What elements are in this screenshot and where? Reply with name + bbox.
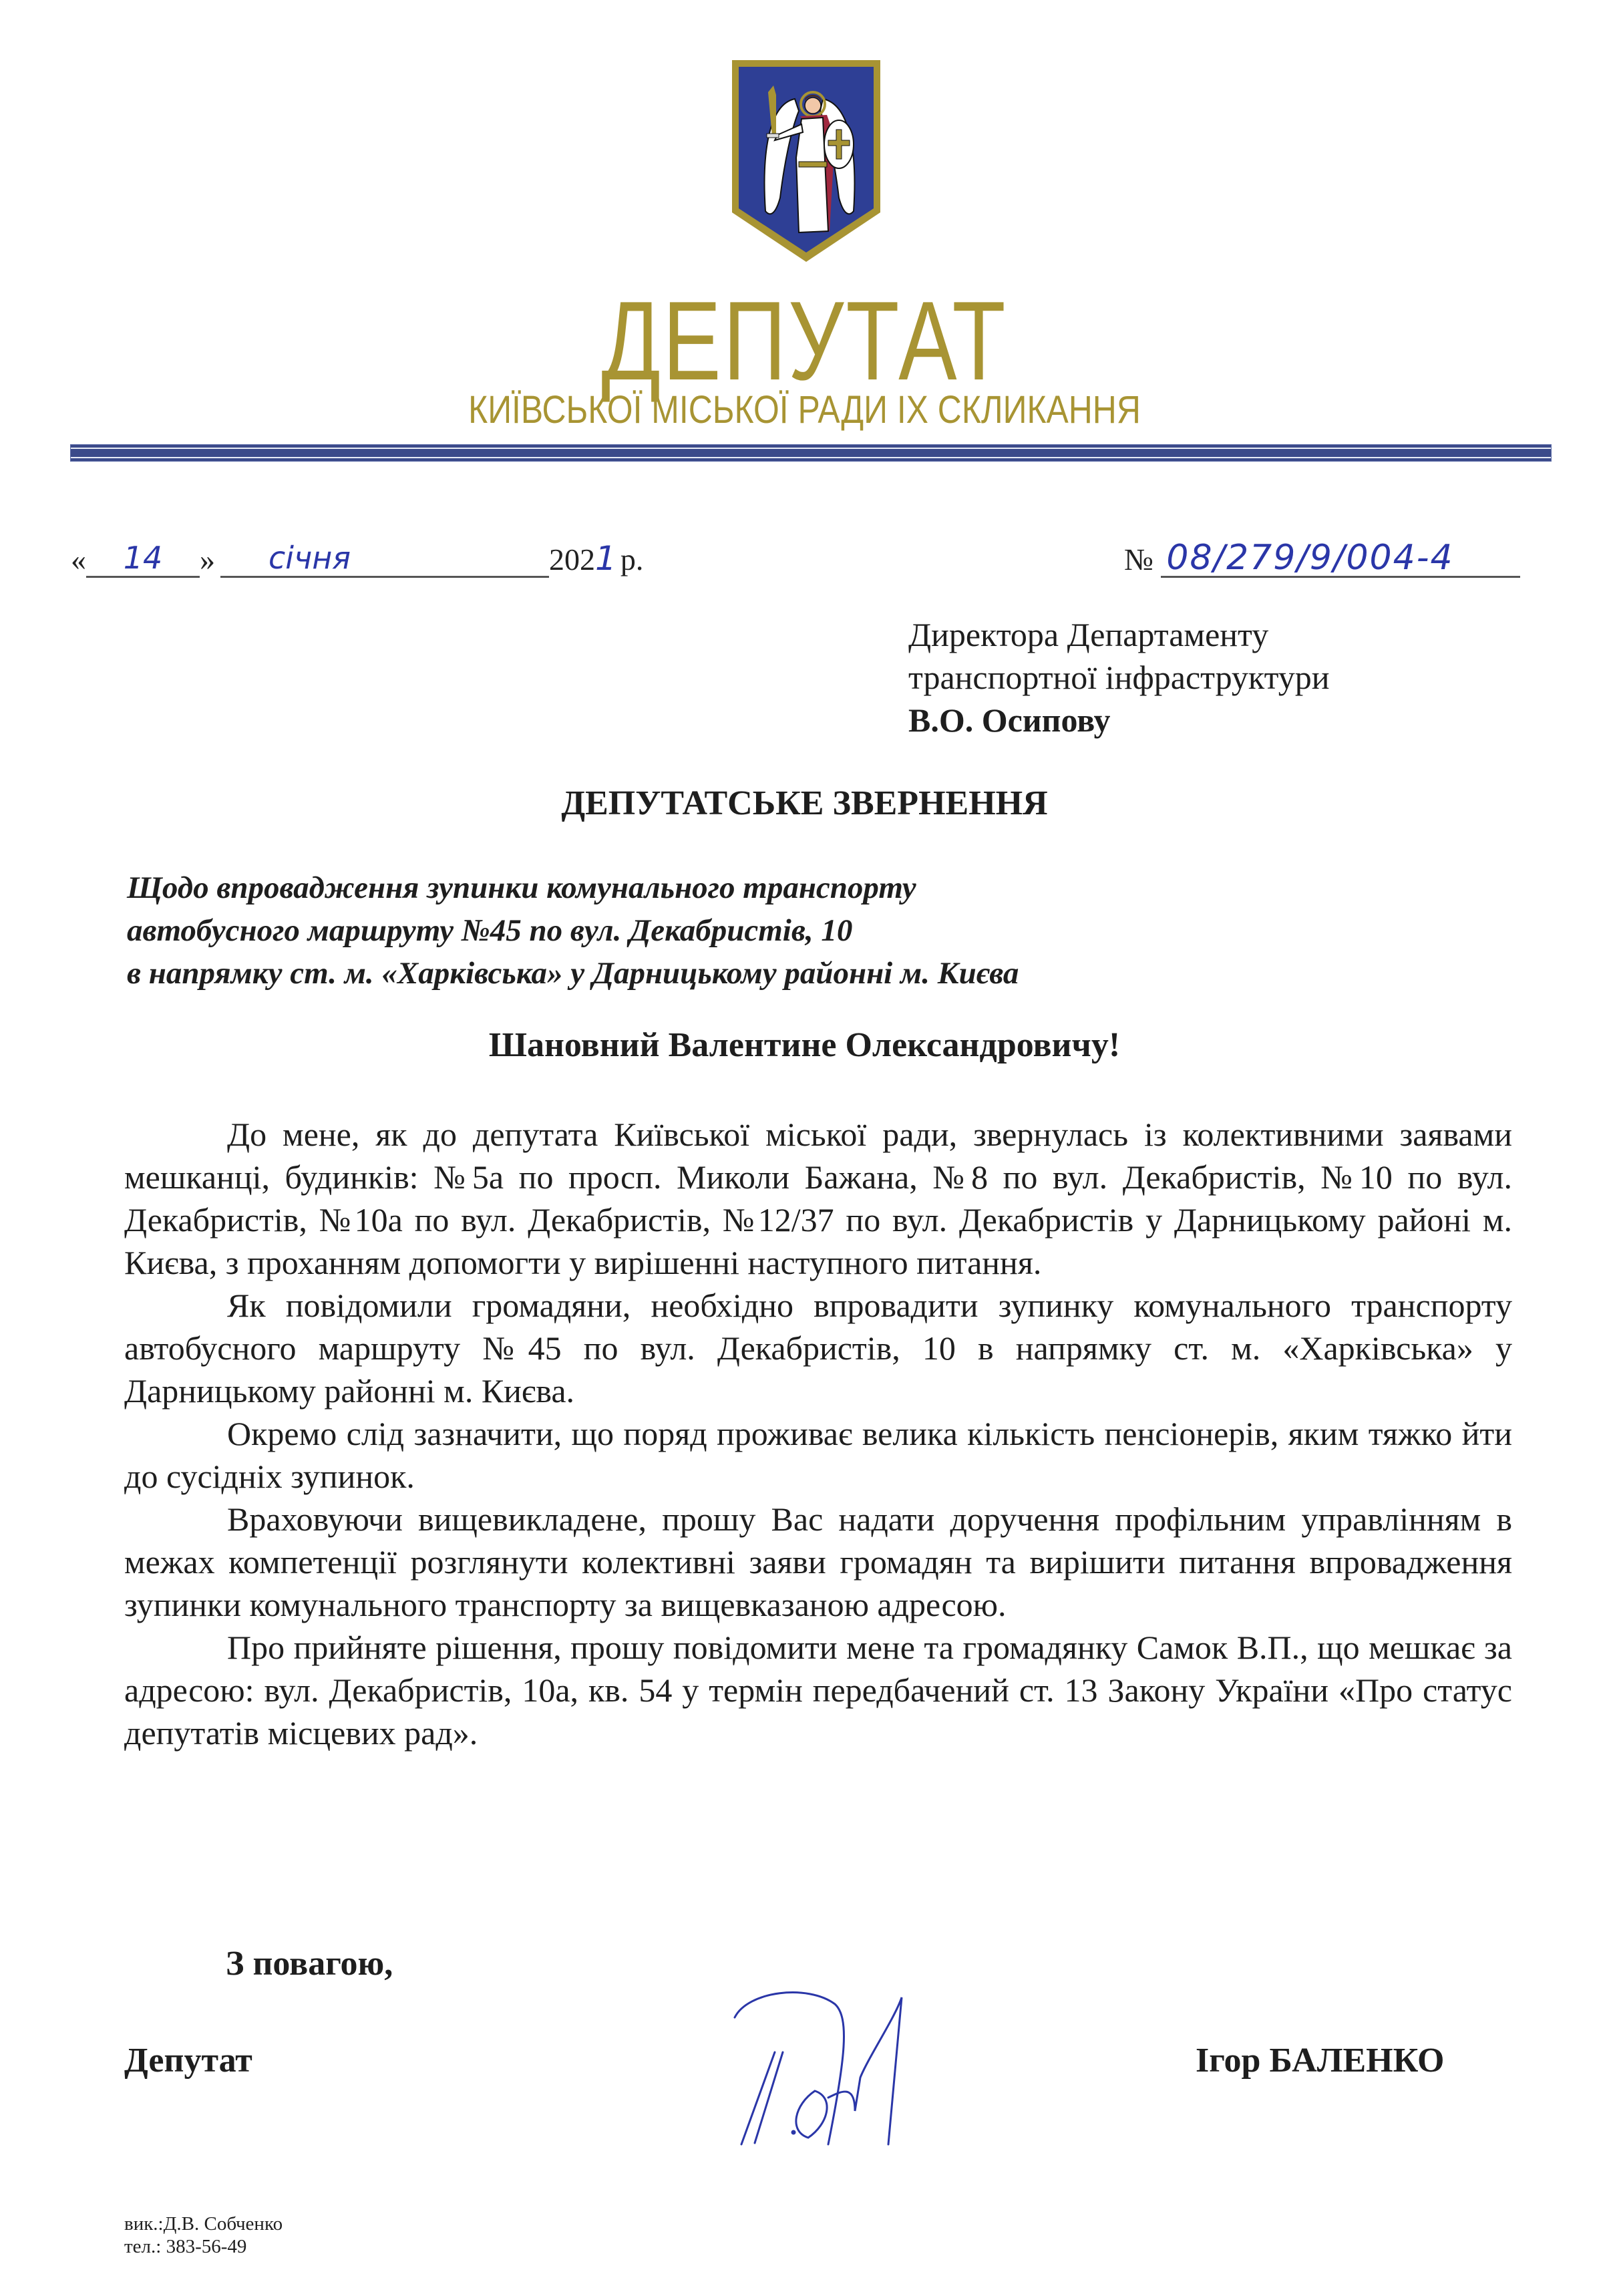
handwritten-signature-icon xyxy=(675,1977,1022,2151)
body-paragraph: Враховуючи вищевикладене, прошу Вас надати доручення профільним управлінням в межах компетенції розглянути колективні заяви громадян та вирішити питання впровадження зупинки комунального транспорту за вищевказаною адресою. xyxy=(124,1500,1512,1623)
subject-line: автобусного маршруту №45 по вул. Декабристів, 10 xyxy=(127,913,853,948)
number-value: 08/279/9/004-4 xyxy=(1166,538,1454,578)
letter-body xyxy=(124,1113,1512,1754)
document-title: ДЕПУТАТСЬКЕ ЗВЕРНЕННЯ xyxy=(561,784,1048,822)
body-paragraph: До мене, як до депутата Київської міської ради, звернулась із колективними заявами мешканці, будинків: №5а по просп. Миколи Бажана, №8 по вул. Декабристів, №10 по вул. Декабристів, №10а по вул. Декабристів, №12/37 по вул. Декабристів у Дарницькому районі м. Києва, з проханням допомогти у вирішенні наступного питання. xyxy=(124,1116,1512,1281)
date-day: 14 xyxy=(123,540,163,576)
addressee-department: транспортної інфраструктури xyxy=(908,659,1330,696)
closing-regards: З повагою, xyxy=(226,1945,393,1983)
signer-name: Ігор БАЛЕНКО xyxy=(1196,2041,1445,2080)
subject-block xyxy=(127,866,1019,995)
date-year-suffix: р. xyxy=(620,542,644,577)
date-month-field xyxy=(220,540,549,578)
number-label: № xyxy=(1124,542,1153,577)
addressee-block xyxy=(908,613,1330,742)
date-open-quote: « xyxy=(71,542,86,577)
date-day-field xyxy=(86,540,200,578)
addressee-name: В.О. Осипову xyxy=(908,701,1111,739)
body-paragraph: Окремо слід зазначити, що поряд проживає велика кількість пенсіонерів, яким тяжко йти до сусідніх зупинок. xyxy=(124,1415,1512,1495)
date-month: січня xyxy=(269,540,351,576)
date-line xyxy=(71,540,643,578)
letterhead-title: ДЕПУТАТ xyxy=(601,278,1008,403)
executor-block xyxy=(124,2212,283,2258)
body-paragraph: Про прийняте рішення, прошу повідомити мене та громадянку Самок В.П., що мешкає за адресою: вул. Декабристів, 10а, кв. 54 у термін передбачений ст. 13 Закону України «Про статус депутатів місцевих рад». xyxy=(124,1629,1512,1752)
date-year-printed: 202 xyxy=(549,542,595,577)
salutation: Шановний Валентине Олександровичу! xyxy=(488,1026,1121,1064)
body-paragraph: Як повідомили громадяни, необхідно впровадити зупинку комунального транспорту автобусного маршруту №45 по вул. Декабристів, 10 в напрямку ст. м. «Харківська» у Дарницькому районні м. Києва. xyxy=(124,1287,1512,1410)
executor-phone: тел.: 383-56-49 xyxy=(124,2236,247,2257)
addressee-position: Директора Департаменту xyxy=(908,616,1269,653)
date-close-quote: » xyxy=(200,542,215,577)
date-year-handwritten-digit: 1 xyxy=(595,539,616,578)
subject-line: Щодо впровадження зупинки комунального транспорту xyxy=(127,870,916,905)
letterhead-subtitle: КИЇВСЬКОЇ МІСЬКОЇ РАДИ ІХ СКЛИКАННЯ xyxy=(468,388,1141,432)
subject-line: в напрямку ст. м. «Харківська» у Дарницькому районні м. Києва xyxy=(127,956,1019,991)
letterhead-divider xyxy=(71,445,1551,461)
executor-name: вик.:Д.В. Собченко xyxy=(124,2213,283,2235)
outgoing-number-line xyxy=(1124,540,1520,578)
kyiv-coat-of-arms-icon xyxy=(729,57,883,265)
number-field xyxy=(1161,540,1520,578)
signer-title: Депутат xyxy=(124,2041,252,2080)
